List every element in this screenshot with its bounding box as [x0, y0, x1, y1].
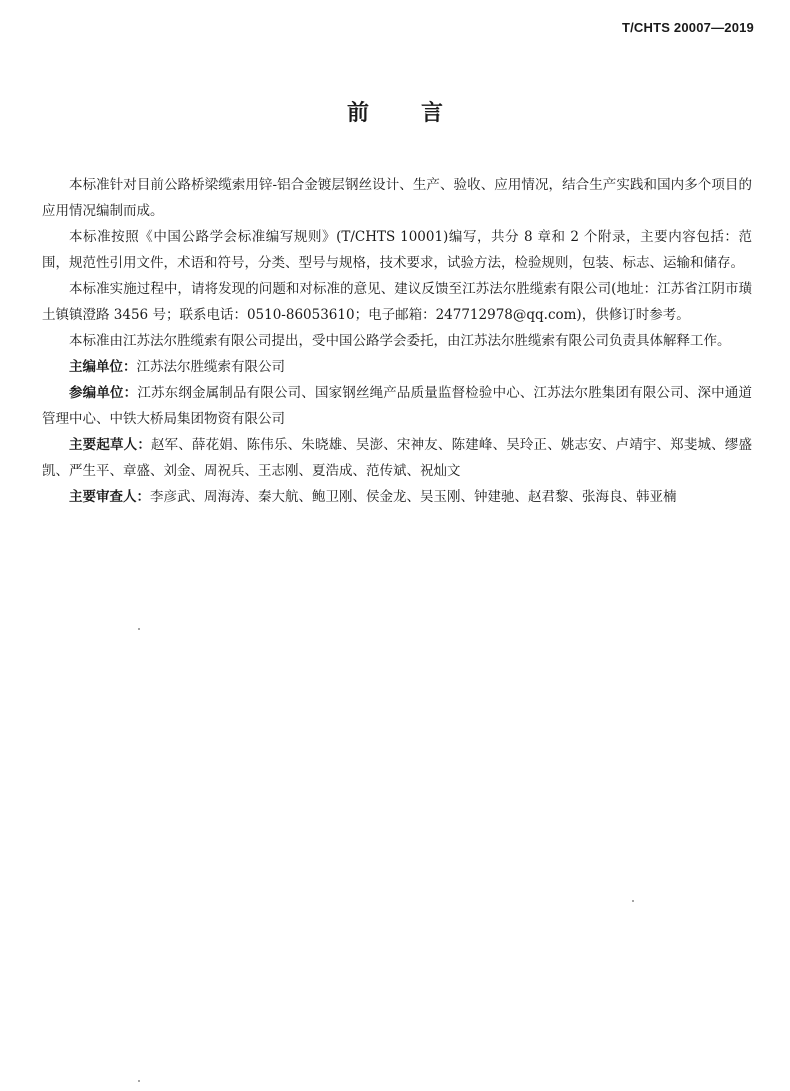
credit-label: 参编单位：	[69, 385, 138, 401]
credit-chief-editor	[42, 354, 752, 380]
page-title: 前言	[346, 101, 495, 126]
document-body	[42, 172, 752, 510]
scan-speck	[138, 1080, 140, 1082]
scan-speck	[138, 628, 140, 630]
credit-reviewers	[42, 484, 752, 510]
paragraph-structure: 本标准按照《中国公路学会标准编写规则》(T/CHTS 10001)编写，共分 8 章和 2 个附录，主要内容包括：范围，规范性引用文件，术语和符号，分类、型号与规格，技术要求，试验方法，检验规则，包装、标志、运输和储存。	[42, 229, 752, 271]
credit-value: 江苏东纲金属制品有限公司、国家钢丝绳产品质量监督检验中心、江苏法尔胜集团有限公司、深中通道管理中心、中铁大桥局集团物资有限公司	[42, 385, 753, 427]
credit-value: 李彦武、周海涛、秦大航、鲍卫刚、侯金龙、吴玉刚、钟建驰、赵君黎、张海良、韩亚楠	[150, 489, 677, 505]
paragraph-responsibility: 本标准由江苏法尔胜缆索有限公司提出，受中国公路学会委托，由江苏法尔胜缆索有限公司负责具体解释工作。	[69, 333, 731, 349]
credit-drafters	[42, 432, 752, 484]
credit-participants	[42, 380, 752, 432]
paragraph-feedback: 本标准实施过程中，请将发现的问题和对标准的意见、建议反馈至江苏法尔胜缆索有限公司(地址：江苏省江阴市璜土镇镇澄路 3456 号；联系电话：0510-86053610；电子邮箱：247712978@qq.com)，供修订时参考。	[42, 281, 752, 323]
credit-label: 主要起草人：	[69, 437, 151, 453]
credit-label: 主要审查人：	[69, 489, 150, 505]
credit-label: 主编单位：	[69, 359, 137, 375]
paragraph-scope: 本标准针对目前公路桥梁缆索用锌-铝合金镀层钢丝设计、生产、验收、应用情况，结合生产实践和国内多个项目的应用情况编制而成。	[42, 177, 752, 219]
standard-code: T/CHTS 20007—2019	[621, 20, 754, 35]
credit-value: 江苏法尔胜缆索有限公司	[136, 359, 285, 375]
scan-speck	[632, 900, 634, 902]
credit-value: 赵军、薛花娟、陈伟乐、朱晓雄、吴澎、宋神友、陈建峰、吴玲正、姚志安、卢靖宇、郑斐城、缪盛凯、严生平、章盛、刘金、周祝兵、王志刚、夏浩成、范传斌、祝灿文	[42, 437, 753, 479]
